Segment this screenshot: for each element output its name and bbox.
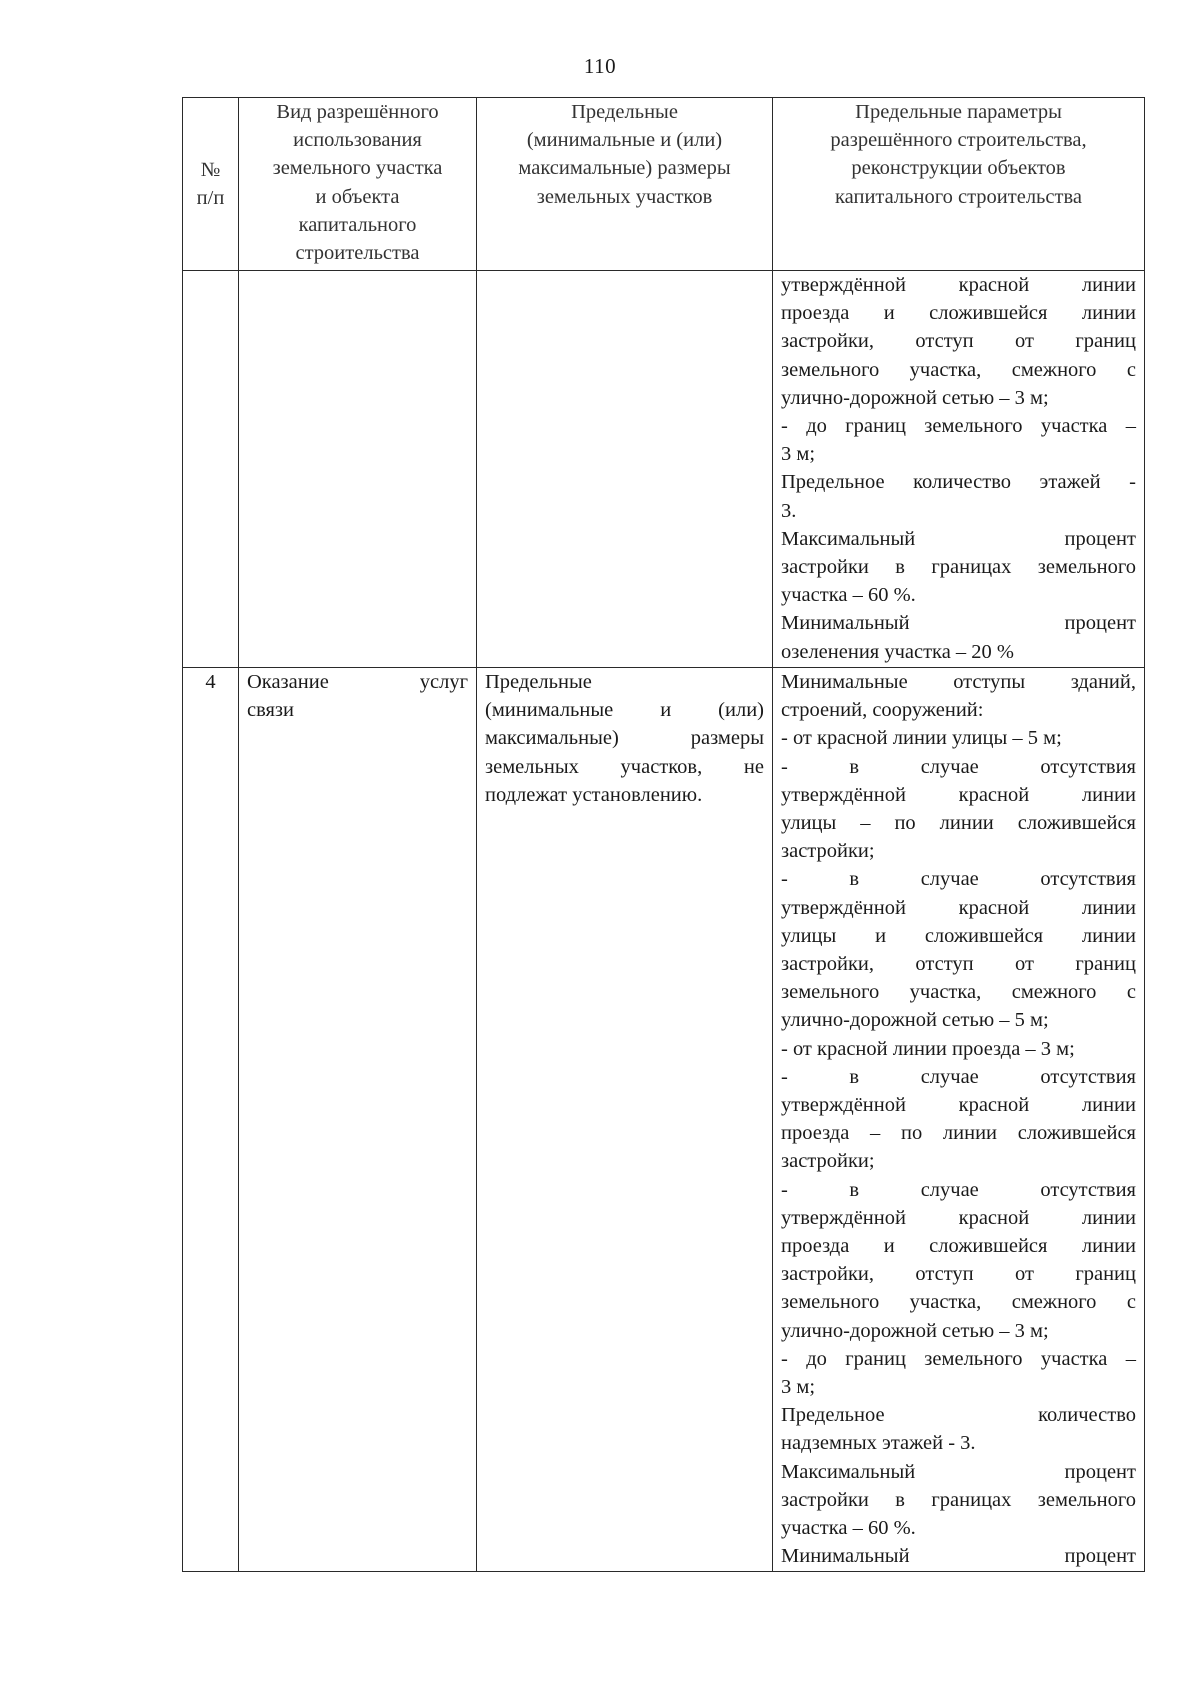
text-line: - в случае отсутствия [781, 755, 1136, 778]
text-line: Максимальный процент [781, 1460, 1136, 1483]
text-line: 3. [781, 499, 797, 522]
cell-sizes-empty [477, 271, 773, 668]
text-line: утверждённой красной линии [781, 896, 1136, 919]
cell-plot-sizes [477, 668, 773, 1572]
text-line: утверждённой красной линии [781, 274, 1136, 296]
text-line: улицы и сложившейся линии [781, 924, 1136, 947]
text-line: - до границ земельного участка – [781, 1347, 1136, 1370]
text-line: проезда – по линии сложившейся [781, 1122, 1136, 1145]
cell-num-empty [183, 271, 239, 668]
text-line: земельного участка, смежного с [781, 1291, 1136, 1314]
text-line: Минимальный процент [781, 1545, 1136, 1568]
text-line: - до границ земельного участка – [781, 415, 1136, 438]
text-line: 3 м; [781, 1376, 816, 1399]
text-line: Оказание услуг [247, 671, 468, 693]
text-line: - от красной линии проезда – 3 м; [781, 1037, 1075, 1060]
text-line: застройки, отступ от границ [781, 330, 1136, 353]
text-line: Предельное количество этажей - [781, 471, 1136, 494]
header-plot-sizes: Предельные (минимальные и (или) максимальные) размеры земельных участков [477, 98, 773, 271]
cell-build-params-continued [773, 271, 1145, 668]
text-line: участка – 60 %. [781, 1517, 916, 1540]
text-line: Максимальный процент [781, 527, 1136, 550]
text-line: - от красной линии улицы – 5 м; [781, 727, 1062, 750]
text-line: застройки в границах земельного [781, 556, 1136, 579]
text-line: улицы – по линии сложившейся [781, 812, 1136, 835]
text-line: улично-дорожной сетью – 3 м; [781, 386, 1049, 409]
text-line: застройки, отступ от границ [781, 1263, 1136, 1286]
text-line: земельного участка, смежного с [781, 358, 1136, 381]
cell-use-kind [239, 668, 477, 1572]
cell-build-params [773, 668, 1145, 1572]
page-number: 110 [583, 54, 617, 78]
text-line: улично-дорожной сетью – 3 м; [781, 1319, 1049, 1342]
text-line: земельных участков, не [485, 755, 764, 778]
text-line: утверждённой красной линии [781, 1206, 1136, 1229]
text-line: утверждённой красной линии [781, 1094, 1136, 1117]
text-line: 3 м; [781, 443, 816, 466]
text-line: утверждённой красной линии [781, 783, 1136, 806]
text-line: - в случае отсутствия [781, 1178, 1136, 1201]
text-line: - в случае отсутствия [781, 1065, 1136, 1088]
text-line: подлежат установлению. [485, 783, 703, 806]
header-use-kind: Вид разрешённого использования земельного участка и объекта капитального строительства [239, 98, 477, 271]
text-line: участка – 60 %. [781, 584, 916, 607]
text-line: Минимальный процент [781, 612, 1136, 635]
text-line: строений, сооружений: [781, 699, 984, 722]
text-line: максимальные) размеры [485, 727, 764, 750]
text-line: (минимальные и (или) [485, 699, 764, 722]
text-line: Предельные [485, 671, 592, 693]
text-line: проезда и сложившейся линии [781, 1235, 1136, 1258]
text-line: застройки; [781, 1150, 875, 1173]
header-num: № п/п [183, 98, 239, 271]
text-line: земельного участка, смежного с [781, 981, 1136, 1004]
text-line: надземных этажей - 3. [781, 1432, 976, 1455]
table-row-4 [183, 668, 1145, 1572]
text-line: застройки в границах земельного [781, 1488, 1136, 1511]
text-line: озеленения участка – 20 % [781, 640, 1015, 663]
table-header-row [183, 98, 1145, 271]
header-build-params: Предельные параметры разрешённого строительства, реконструкции объектов капитального строительства [773, 98, 1145, 271]
text-line: застройки, отступ от границ [781, 953, 1136, 976]
text-line: - в случае отсутствия [781, 868, 1136, 891]
text-line: проезда и сложившейся линии [781, 302, 1136, 325]
text-line: Минимальные отступы зданий, [781, 671, 1136, 693]
text-line: Предельное количество [781, 1404, 1136, 1427]
table-row-continued [183, 271, 1145, 668]
cell-row-number: 4 [183, 668, 239, 1572]
text-line: связи [247, 699, 295, 722]
text-line: улично-дорожной сетью – 5 м; [781, 1009, 1049, 1032]
zoning-regulations-table [182, 97, 1145, 1572]
cell-use-empty [239, 271, 477, 668]
text-line: застройки; [781, 840, 875, 863]
